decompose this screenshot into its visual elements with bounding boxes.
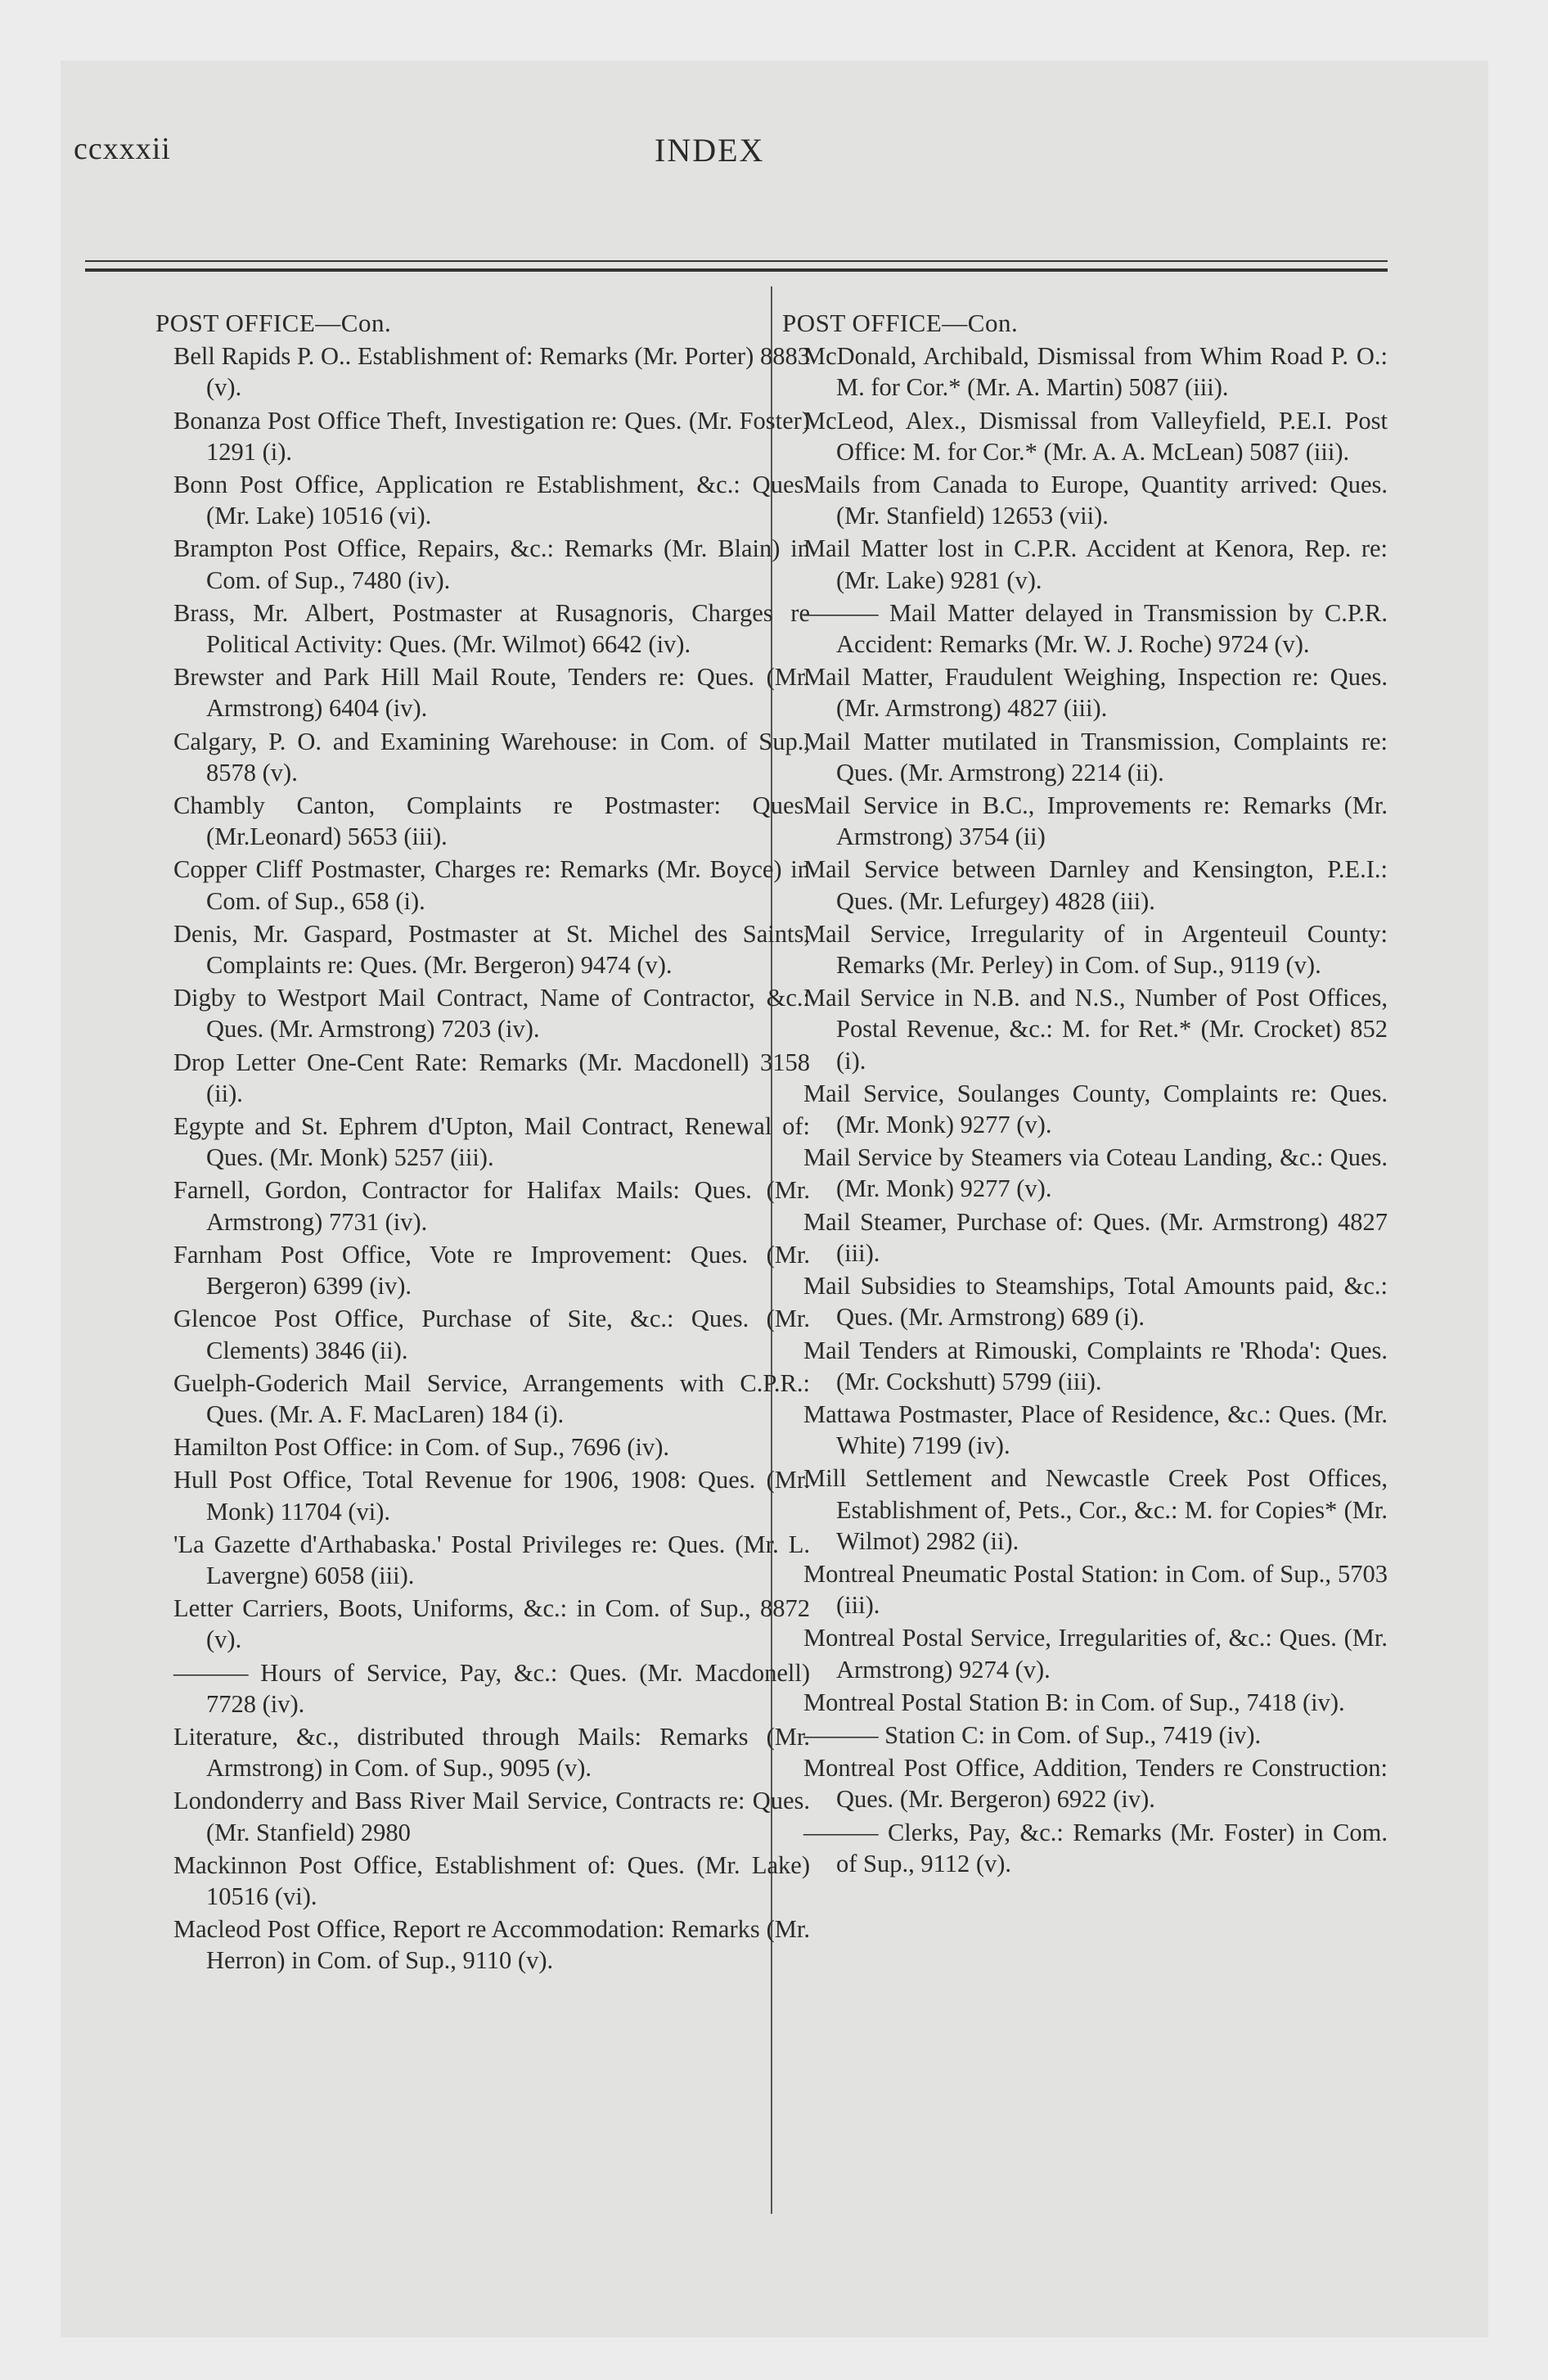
page-number: ccxxxii — [74, 132, 171, 166]
header-rule-thick — [85, 268, 1388, 272]
index-entry: Brass, Mr. Albert, Postmaster at Rusagnoris, Charges re Political Activity: Ques. (Mr. Wilmot) 6642 (iv). — [173, 598, 810, 659]
section-heading: POST OFFICE—Con. — [782, 309, 1019, 337]
index-entry: Literature, &c., distributed through Mails: Remarks (Mr. Armstrong) in Com. of Sup., 9095 (v). — [173, 1722, 810, 1783]
index-entry: Letter Carriers, Boots, Uniforms, &c.: in Com. of Sup., 8872 (v). — [173, 1594, 810, 1654]
index-entry: Mails from Canada to Europe, Quantity arrived: Ques. (Mr. Stanfield) 12653 (vii). — [803, 471, 1388, 530]
index-entry: Mail Service between Darnley and Kensington, P.E.I.: Ques. (Mr. Lefurgey) 4828 (iii). — [803, 855, 1388, 915]
index-entry: McLeod, Alex., Dismissal from Valleyfield, P.E.I. Post Office: M. for Cor.* (Mr. A. A. McLean) 5087 (iii). — [803, 406, 1388, 466]
index-entry: Montreal Postal Service, Irregularities of, &c.: Ques. (Mr. Armstrong) 9274 (v). — [803, 1624, 1388, 1684]
index-entry: Montreal Postal Station B: in Com. of Sup., 7418 (iv). — [803, 1688, 1345, 1716]
index-entry: Mail Tenders at Rimouski, Complaints re 'Rhoda': Ques. (Mr. Cockshutt) 5799 (iii). — [803, 1336, 1388, 1395]
section-heading: POST OFFICE—Con. — [155, 309, 392, 337]
index-entry: Digby to Westport Mail Contract, Name of Contractor, &c.: Ques. (Mr. Armstrong) 7203 (iv). — [173, 984, 810, 1044]
index-entry: Londonderry and Bass River Mail Service, Contracts re: Ques. (Mr. Stanfield) 2980 — [173, 1787, 810, 1846]
index-entry: Hamilton Post Office: in Com. of Sup., 7696 (iv). — [173, 1433, 670, 1462]
index-entry: Bonn Post Office, Application re Establishment, &c.: Ques. (Mr. Lake) 10516 (vi). — [173, 471, 810, 530]
page-title: INDEX — [655, 132, 765, 169]
index-entry: Mail Service in N.B. and N.S., Number of Post Offices, Postal Revenue, &c.: M. for Ret.* (Mr. Crocket) 852 (i). — [803, 984, 1388, 1075]
index-entry: Mail Subsidies to Steamships, Total Amounts paid, &c.: Ques. (Mr. Armstrong) 689 (i). — [803, 1272, 1388, 1332]
index-entry: Farnham Post Office, Vote re Improvement: Ques. (Mr. Bergeron) 6399 (iv). — [173, 1240, 810, 1300]
index-entry: Chambly Canton, Complaints re Postmaster: Ques. (Mr.Leonard) 5653 (iii). — [173, 791, 810, 851]
index-entry: Montreal Pneumatic Postal Station: in Com. of Sup., 5703 (iii). — [803, 1559, 1388, 1620]
index-entry: Mattawa Postmaster, Place of Residence, &c.: Ques. (Mr. White) 7199 (iv). — [803, 1400, 1388, 1460]
index-entry: Denis, Mr. Gaspard, Postmaster at St. Michel des Saints, Complaints re: Ques. (Mr. Bergeron) 9474 (v). — [173, 919, 810, 980]
entry-list — [155, 340, 810, 1976]
index-entry: Mackinnon Post Office, Establishment of: Ques. (Mr. Lake) 10516 (vi). — [173, 1850, 810, 1910]
index-entry: Farnell, Gordon, Contractor for Halifax Mails: Ques. (Mr. Armstrong) 7731 (iv). — [173, 1176, 810, 1236]
index-entry: ——— Hours of Service, Pay, &c.: Ques. (Mr. Macdonell) 7728 (iv). — [173, 1658, 810, 1718]
index-entry: Montreal Post Office, Addition, Tenders re Construction: Ques. (Mr. Bergeron) 6922 (iv). — [803, 1754, 1388, 1814]
index-entry: Mail Service, Irregularity of in Argenteuil County: Remarks (Mr. Perley) in Com. of Sup., 9119 (v). — [803, 919, 1388, 980]
page-header — [74, 131, 1399, 180]
index-entry: ——— Mail Matter delayed in Transmission by C.P.R. Accident: Remarks (Mr. W. J. Roche) 9724 (v). — [803, 598, 1388, 659]
index-entry: Mail Steamer, Purchase of: Ques. (Mr. Armstrong) 4827 (iii). — [803, 1207, 1388, 1267]
index-entry: ——— Clerks, Pay, &c.: Remarks (Mr. Foster) in Com. of Sup., 9112 (v). — [803, 1818, 1388, 1877]
index-entry: Macleod Post Office, Report re Accommodation: Remarks (Mr. Herron) in Com. of Sup., 9110 (v). — [173, 1915, 810, 1975]
index-entry: Calgary, P. O. and Examining Warehouse: in Com. of Sup., 8578 (v). — [173, 727, 810, 787]
index-entry: Drop Letter One-Cent Rate: Remarks (Mr. Macdonell) 3158 (ii). — [173, 1048, 810, 1107]
index-entry: Mail Matter lost in C.P.R. Accident at Kenora, Rep. re: (Mr. Lake) 9281 (v). — [803, 534, 1388, 594]
index-entry: Mail Matter, Fraudulent Weighing, Inspection re: Ques. (Mr. Armstrong) 4827 (iii). — [803, 663, 1388, 723]
index-entry: Copper Cliff Postmaster, Charges re: Remarks (Mr. Boyce) in Com. of Sup., 658 (i). — [173, 855, 810, 915]
index-entry: Mill Settlement and Newcastle Creek Post Offices, Establishment of, Pets., Cor., &c.: M. for Copies* (Mr. Wilmot) 2982 (ii). — [803, 1464, 1388, 1555]
index-entry: 'La Gazette d'Arthabaska.' Postal Privileges re: Ques. (Mr. L. Lavergne) 6058 (iii). — [173, 1530, 810, 1589]
right-column — [782, 308, 1388, 1881]
header-rule-thin — [85, 260, 1388, 262]
index-entry: Brewster and Park Hill Mail Route, Tenders re: Ques. (Mr. Armstrong) 6404 (iv). — [173, 663, 810, 723]
index-entry: Egypte and St. Ephrem d'Upton, Mail Contract, Renewal of: Ques. (Mr. Monk) 5257 (iii). — [173, 1112, 810, 1172]
index-entry: Bonanza Post Office Theft, Investigation re: Ques. (Mr. Foster) 1291 (i). — [173, 406, 810, 466]
index-entry: ——— Station C: in Com. of Sup., 7419 (iv). — [803, 1720, 1262, 1749]
index-entry: Mail Service in B.C., Improvements re: Remarks (Mr. Armstrong) 3754 (ii) — [803, 791, 1388, 851]
index-entry: Glencoe Post Office, Purchase of Site, &c.: Ques. (Mr. Clements) 3846 (ii). — [173, 1305, 810, 1364]
index-entry: Guelph-Goderich Mail Service, Arrangements with C.P.R.: Ques. (Mr. A. F. MacLaren) 184 (i). — [173, 1368, 810, 1428]
index-entry: Hull Post Office, Total Revenue for 1906, 1908: Ques. (Mr. Monk) 11704 (vi). — [173, 1466, 810, 1526]
index-entry: McDonald, Archibald, Dismissal from Whim Road P. O.: M. for Cor.* (Mr. A. Martin) 5087 (iii). — [803, 342, 1388, 402]
index-entry: Mail Matter mutilated in Transmission, Complaints re: Ques. (Mr. Armstrong) 2214 (ii). — [803, 727, 1388, 787]
entry-list — [782, 340, 1388, 1879]
index-entry: Brampton Post Office, Repairs, &c.: Remarks (Mr. Blain) in Com. of Sup., 7480 (iv). — [173, 534, 810, 594]
index-entry: Mail Service by Steamers via Coteau Landing, &c.: Ques. (Mr. Monk) 9277 (v). — [803, 1143, 1388, 1203]
left-column — [155, 308, 810, 1978]
index-entry: Bell Rapids P. O.. Establishment of: Remarks (Mr. Porter) 8883 (v). — [173, 342, 810, 402]
index-entry: Mail Service, Soulanges County, Complaints re: Ques. (Mr. Monk) 9277 (v). — [803, 1079, 1388, 1139]
